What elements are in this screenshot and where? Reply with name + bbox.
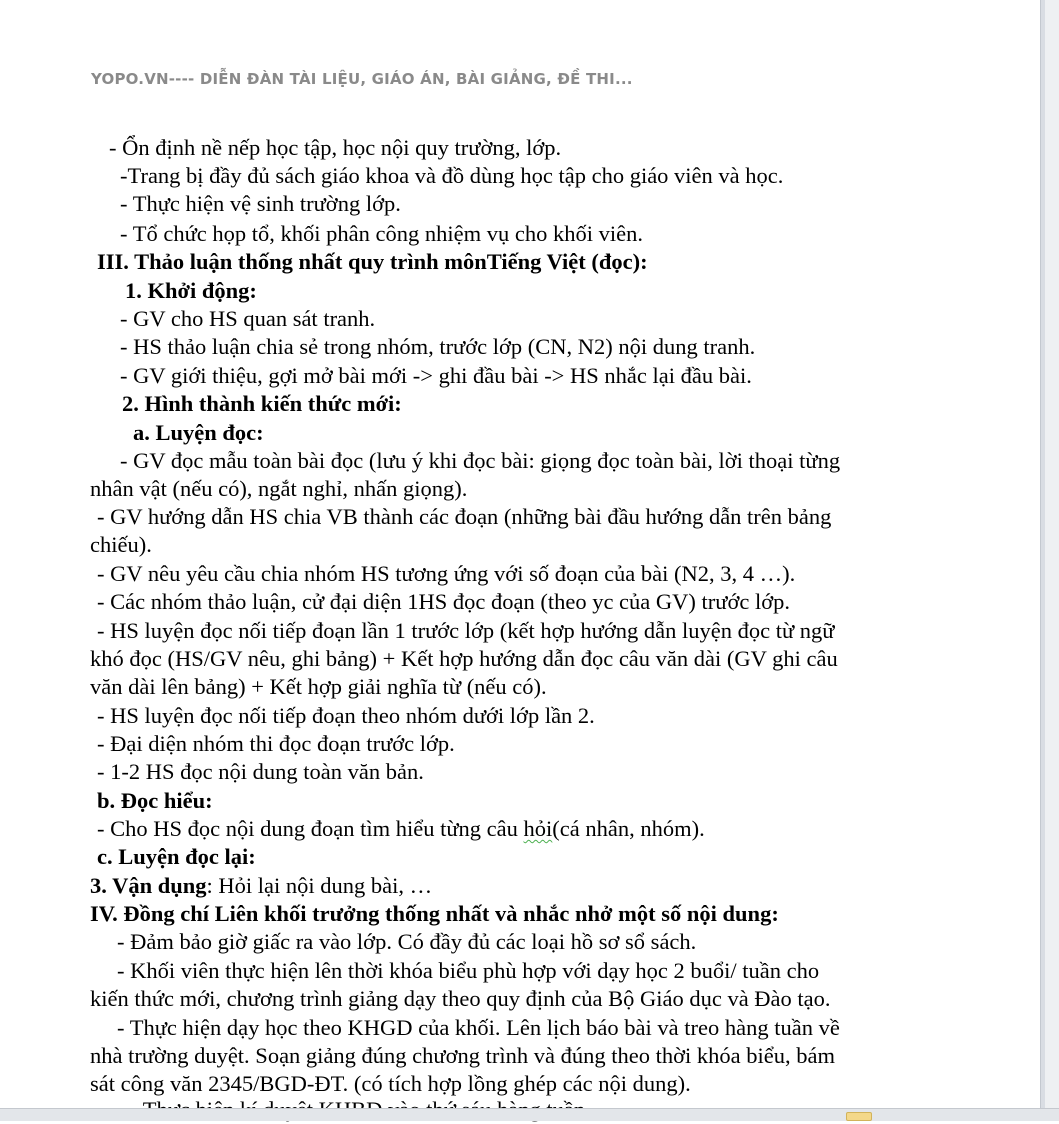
text-line [90, 872, 432, 900]
text-line [97, 815, 705, 843]
subsection-heading: c. Luyện đọc lại: [97, 844, 256, 869]
text-line: - Tổ chức họp tổ, khối phân công nhiệm vụ cho khối viên. [120, 221, 643, 246]
text-line: - Thực hiện vệ sinh trường lớp. [120, 191, 401, 216]
text-span: (cá nhân, nhóm). [552, 816, 705, 841]
text-line: - GV đọc mẫu toàn bài đọc (lưu ý khi đọc bài: giọng đọc toàn bài, lời thoại từng [120, 448, 841, 473]
text-span: : Hỏi lại nội dung bài, … [206, 873, 433, 898]
section-heading: III. Thảo luận thống nhất quy trình mônTiếng Việt (đọc): [97, 249, 648, 274]
text-line: nhân vật (nếu có), ngắt nghỉ, nhấn giọng). [90, 476, 468, 501]
text-line: khó đọc (HS/GV nêu, ghi bảng) + Kết hợp hướng dẫn đọc câu văn dài (GV ghi câu [90, 646, 838, 671]
text-line: kiến thức mới, chương trình giảng dạy theo quy định của Bộ Giáo dục và Đào tạo. [90, 986, 831, 1011]
text-line: - GV nêu yêu cầu chia nhóm HS tương ứng với số đoạn của bài (N2, 3, 4 …). [97, 561, 796, 586]
text-line: - 1-2 HS đọc nội dung toàn văn bản. [97, 759, 424, 784]
text-line: - Đại diện nhóm thi đọc đoạn trước lớp. [97, 731, 455, 756]
text-line: - HS thảo luận chia sẻ trong nhóm, trước lớp (CN, N2) nội dung tranh. [120, 334, 756, 359]
text-line: - HS luyện đọc nối tiếp đoạn lần 1 trước lớp (kết hợp hướng dẫn luyện đọc từ ngữ [97, 618, 835, 643]
text-line: - Đảm bảo giờ giấc ra vào lớp. Có đầy đủ các loại hồ sơ sổ sách. [117, 929, 697, 954]
text-line: - GV giới thiệu, gợi mở bài mới -> ghi đầu bài -> HS nhắc lại đầu bài. [120, 363, 752, 388]
section-heading: IV. Đồng chí Liên khối trưởng thống nhất và nhắc nhở một số nội dung: [90, 901, 779, 926]
text-line: - GV hướng dẫn HS chia VB thành các đoạn (những bài đầu hướng dẫn trên bảng [97, 504, 832, 529]
subsection-heading: 1. Khởi động: [125, 278, 257, 303]
text-line: chiếu). [90, 532, 152, 557]
subsection-heading: a. Luyện đọc: [133, 420, 264, 445]
text-line: - Khối viên thực hiện lên thời khóa biểu phù hợp với dạy học 2 buổi/ tuần cho [117, 958, 820, 983]
page-header: YOPO.VN---- DIỄN ĐÀN TÀI LIỆU, GIÁO ÁN, BÀI GIẢNG, ĐỀ THI... [91, 70, 633, 88]
text-line: nhà trường duyệt. Soạn giảng đúng chương trình và đúng theo thời khóa biểu, bám [90, 1043, 835, 1068]
text-line: -Trang bị đầy đủ sách giáo khoa và đồ dùng học tập cho giáo viên và học. [120, 163, 784, 188]
scrollbar-track[interactable] [1045, 0, 1059, 1108]
subsection-heading: 3. Vận dụng [90, 873, 207, 898]
text-line: văn dài lên bảng) + Kết hợp giải nghĩa từ (nếu có). [90, 674, 547, 699]
spellcheck-word[interactable]: hỏi [523, 816, 553, 841]
subsection-heading: 2. Hình thành kiến thức mới: [122, 391, 402, 416]
subsection-heading: b. Đọc hiểu: [97, 788, 213, 813]
text-line: - Thực hiện dạy học theo KHGD của khối. Lên lịch báo bài và treo hàng tuần về [117, 1015, 840, 1040]
text-span: - Cho HS đọc nội dung đoạn tìm hiểu từng câu [97, 816, 524, 841]
text-line: sát công văn 2345/BGD-ĐT. (có tích hợp lồng ghép các nội dung). [90, 1071, 691, 1096]
text-line: - HS luyện đọc nối tiếp đoạn theo nhóm dưới lớp lần 2. [97, 703, 595, 728]
scroll-thumb[interactable] [846, 1112, 872, 1121]
text-line: - GV cho HS quan sát tranh. [120, 306, 376, 331]
status-bar [0, 1108, 1059, 1121]
text-line: - Các nhóm thảo luận, cử đại diện 1HS đọc đoạn (theo yc của GV) trước lớp. [97, 589, 790, 614]
text-line: - Ổn định nề nếp học tập, học nội quy trường, lớp. [109, 135, 562, 160]
